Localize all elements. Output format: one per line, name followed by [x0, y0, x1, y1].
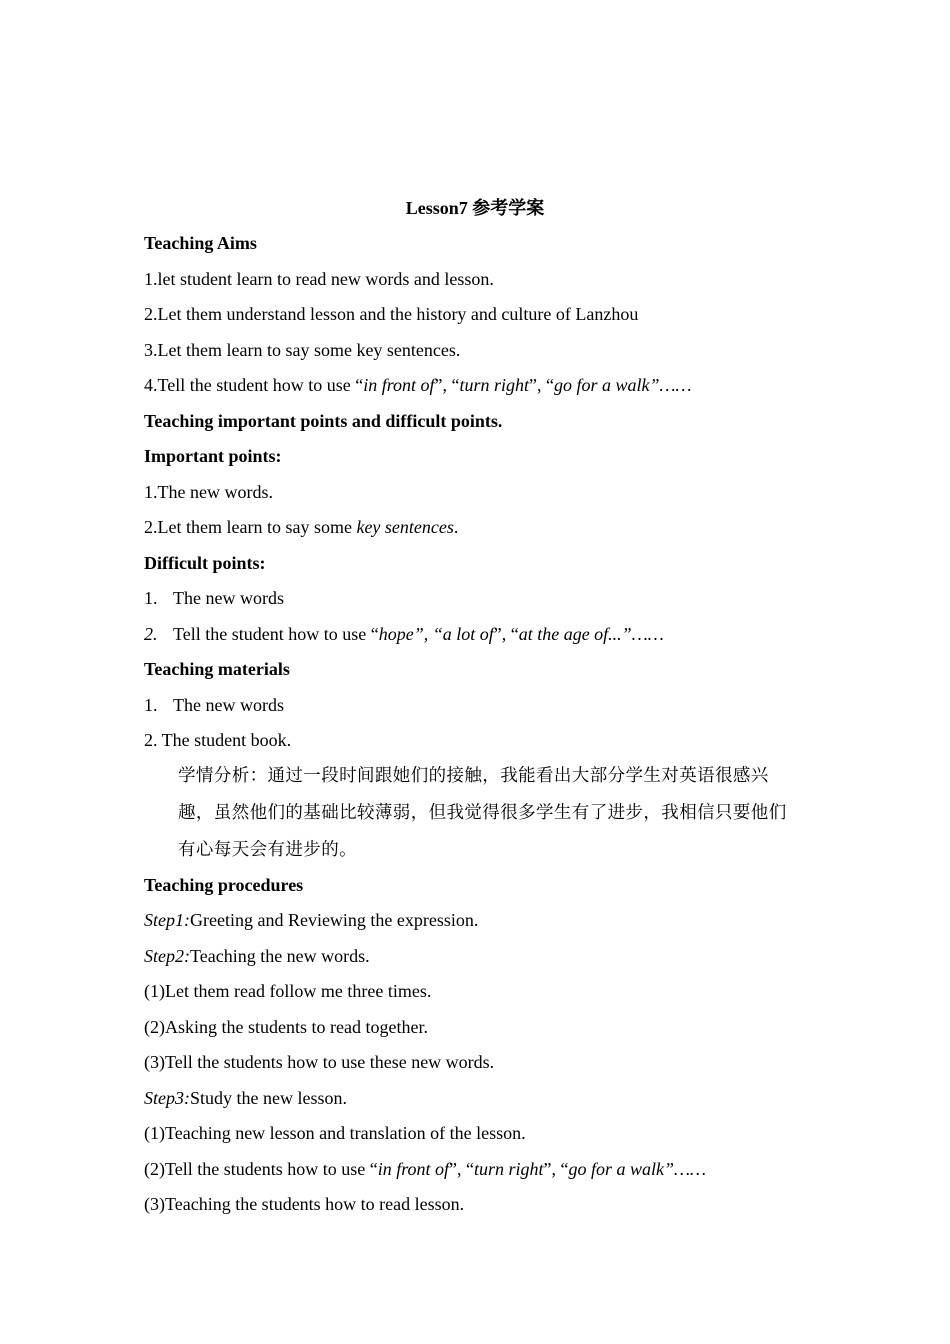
aim-item-3: 3.Let them learn to say some key sentences. — [144, 340, 461, 360]
step-3 — [144, 1086, 810, 1110]
difficult-point-1-text: The new words — [173, 588, 284, 608]
step-3-item-2-prefix: (2)Tell the students how to use “ — [144, 1159, 378, 1179]
step-1 — [144, 908, 810, 932]
points-heading: Teaching important points and difficult points. — [144, 411, 503, 431]
step-3-item-2-sep-2: ”, “ — [543, 1159, 569, 1179]
step-1-text: Greeting and Reviewing the expression. — [189, 910, 479, 930]
difficult-points-heading: Difficult points: — [144, 553, 266, 573]
material-item-1-text: The new words — [173, 695, 284, 715]
teaching-aims-heading: Teaching Aims — [144, 233, 257, 253]
aim-item-4-sep-2: ”, “ — [529, 375, 555, 395]
step-3-label: Step3: — [144, 1088, 190, 1108]
materials-heading: Teaching materials — [144, 659, 290, 679]
difficult-point-2-term-2: at the age of...”…… — [518, 624, 664, 644]
analysis-line-2: 趣，虽然他们的基础比较薄弱，但我觉得很多学生有了进步，我相信只要他们 — [178, 803, 787, 823]
page-title: Lesson7 参考学案 — [405, 198, 545, 218]
step-3-item-2-term-3: go for a walk”…… — [568, 1159, 707, 1179]
procedures-heading: Teaching procedures — [144, 875, 304, 895]
aim-item-4-term-1: in front of — [363, 375, 435, 395]
step-3-item-2-term-1: in front of — [377, 1159, 450, 1179]
step-2-item-2: (2)Asking the students to read together. — [144, 1017, 428, 1037]
aim-item-2: 2.Let them understand lesson and the history and culture of Lanzhou — [144, 304, 639, 324]
difficult-point-1 — [144, 586, 810, 610]
step-3-item-3: (3)Teaching the students how to read lesson. — [144, 1194, 465, 1214]
important-point-2-prefix: 2.Let them learn to say some — [144, 517, 357, 537]
difficult-point-2-number: 2. — [144, 624, 158, 644]
difficult-point-2 — [144, 622, 810, 646]
important-point-1: 1.The new words. — [144, 482, 273, 502]
step-2-item-1: (1)Let them read follow me three times. — [144, 981, 432, 1001]
important-points-heading: Important points: — [144, 446, 282, 466]
difficult-point-2-term-1: hope”, “a lot of — [378, 624, 494, 644]
step-3-item-2 — [144, 1157, 810, 1181]
step-3-text: Study the new lesson. — [189, 1088, 347, 1108]
step-2-text: Teaching the new words. — [189, 946, 370, 966]
step-3-item-2-term-2: turn right — [474, 1159, 544, 1179]
difficult-point-2-prefix: Tell the student how to use “ — [173, 624, 379, 644]
aim-item-4-prefix: 4.Tell the student how to use “ — [144, 375, 364, 395]
aim-item-4-term-2: turn right — [459, 375, 530, 395]
step-1-label: Step1: — [144, 910, 190, 930]
step-2-item-3: (3)Tell the students how to use these new words. — [144, 1052, 495, 1072]
aim-item-4 — [144, 373, 810, 397]
step-3-item-1: (1)Teaching new lesson and translation of the lesson. — [144, 1123, 526, 1143]
important-point-2 — [144, 515, 810, 539]
difficult-point-2-sep-1: ”, “ — [493, 624, 519, 644]
step-2-label: Step2: — [144, 946, 190, 966]
step-3-item-2-sep-1: ”, “ — [449, 1159, 475, 1179]
analysis-line-3: 有心每天会有进步的。 — [178, 840, 357, 860]
difficult-point-1-number: 1. — [144, 588, 158, 608]
aim-item-1: 1.let student learn to read new words and lesson. — [144, 269, 494, 289]
material-item-1 — [144, 693, 810, 717]
important-point-2-italic: key sentences — [356, 517, 454, 537]
aim-item-4-sep-1: ”, “ — [434, 375, 460, 395]
aim-item-4-term-3: go for a walk”…… — [554, 375, 692, 395]
important-point-2-suffix: . — [453, 517, 459, 537]
material-item-1-number: 1. — [144, 695, 158, 715]
material-item-2: 2. The student book. — [144, 730, 292, 750]
step-2 — [144, 944, 810, 968]
analysis-line-1: 学情分析：通过一段时间跟她们的接触，我能看出大部分学生对英语很感兴 — [178, 766, 769, 786]
